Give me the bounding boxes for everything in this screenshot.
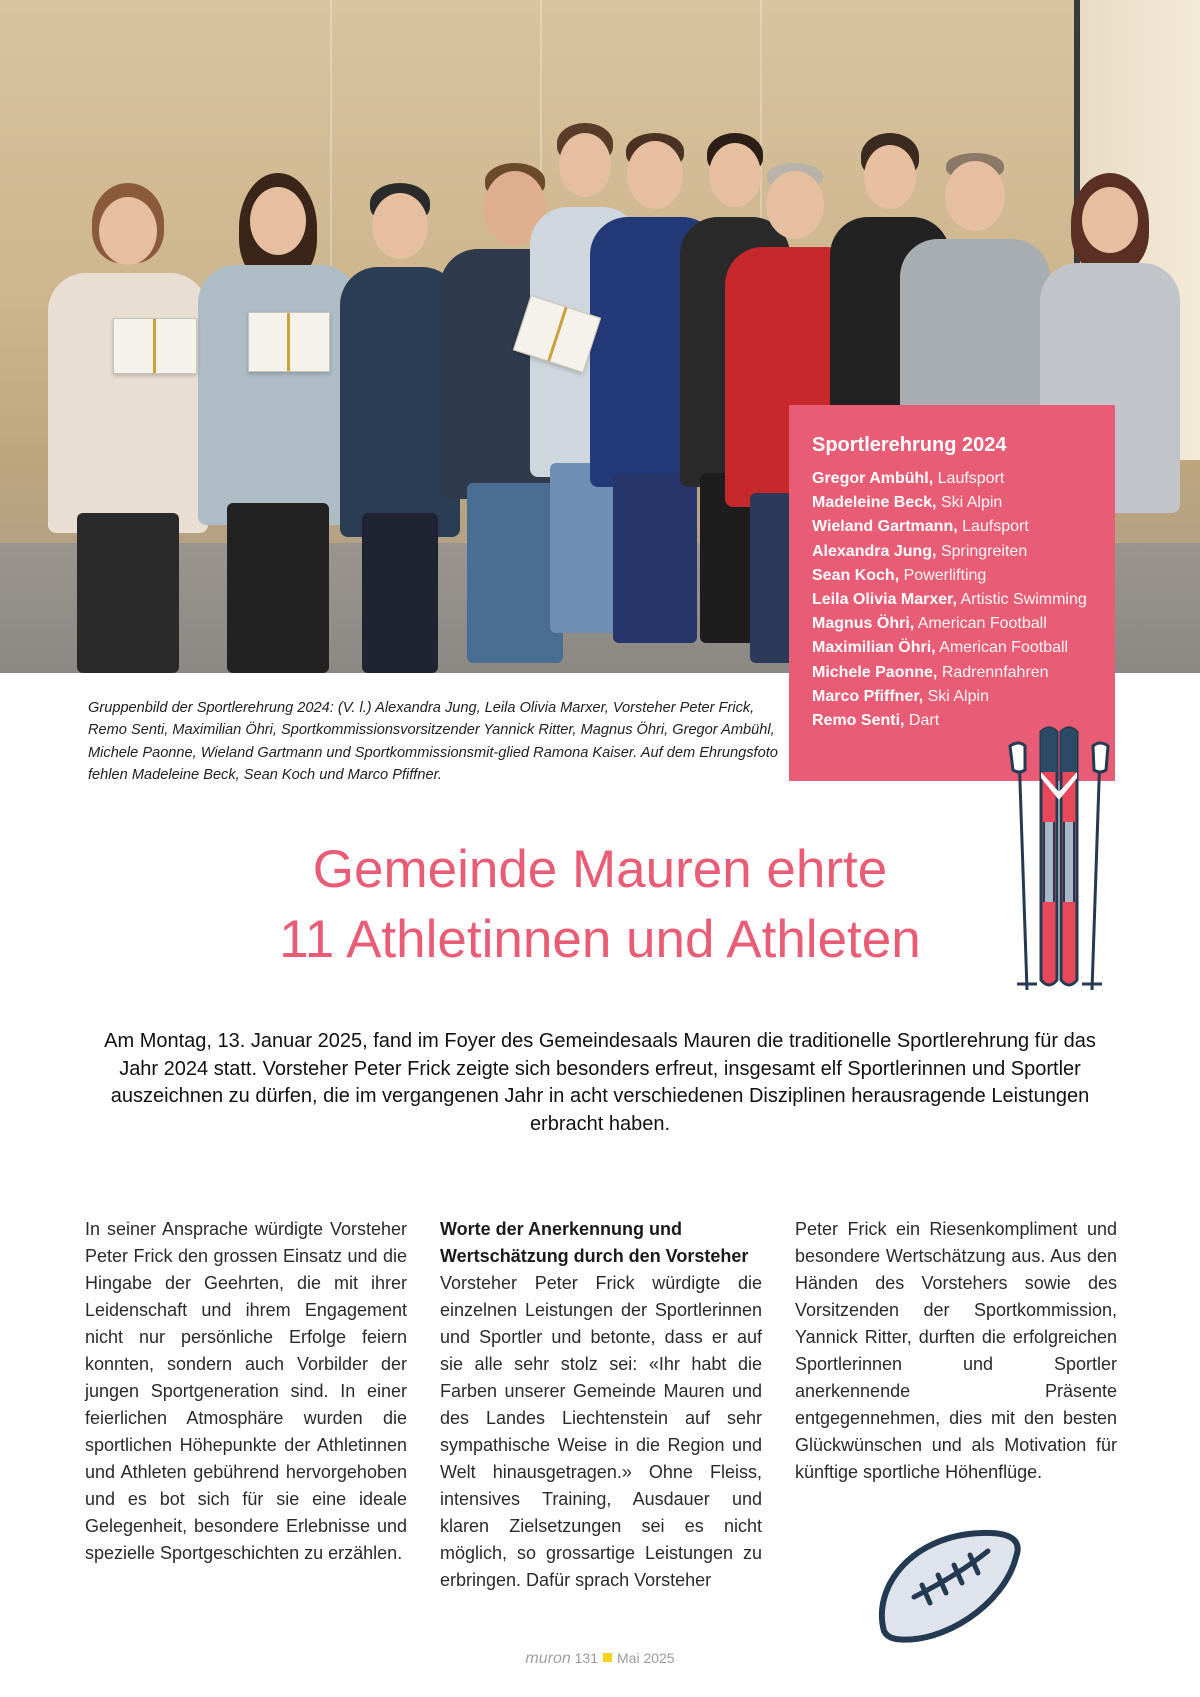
athlete-list xyxy=(812,467,1092,733)
athlete-list-title: Sportlerehrung 2024 xyxy=(812,434,1007,456)
list-item: Wieland Gartmann, Laufsport xyxy=(812,518,1029,536)
list-item: Madeleine Beck, Ski Alpin xyxy=(812,494,1003,512)
page-footer xyxy=(0,1650,1200,1668)
list-item: Magnus Öhri, American Football xyxy=(812,615,1047,633)
headline-line-2: 11 Athletinnen und Athleten xyxy=(279,910,921,969)
person xyxy=(198,173,358,603)
body-column-2 xyxy=(440,1216,762,1594)
issue-date: Mai 2025 xyxy=(617,1650,675,1666)
lead-paragraph: Am Montag, 13. Januar 2025, fand im Foyer des Gemeindesaals Mauren die traditionelle Sportlerehrung für das Jahr 2024 statt. Vorsteher Peter Frick zeigte sich besonders erfreut, insgesamt elf Sportlerinnen und Sportler auszeichnen zu dürfen, die im vergangenen Jahr in acht verschiedenen Disziplinen herausragende Leistungen erbracht haben. xyxy=(104,1030,1096,1135)
body-column-1: In seiner Ansprache würdigte Vorsteher Peter Frick den grossen Einsatz und die Hingabe der Geehrten, die mit ihrer Leidenschaft und ihrem Engagement nicht nur persönliche Erfolge feiern konnten, sondern auch Vorbilder der jungen Sportgeneration sind. In einer feierlichen Atmosphäre wurden die sportlichen Höhepunkte der Athletinnen und Athleten gebührend hervorgehoben und es bot sich für sie eine ideale Gelegenheit, besondere Erlebnisse und spezielle Sportgeschichten zu erzählen. xyxy=(85,1219,407,1563)
list-item: Remo Senti, Dart xyxy=(812,712,940,730)
square-marker-icon xyxy=(603,1653,612,1662)
section-subheading: Worte der Anerkennung und Wertschätzung durch den Vorsteher xyxy=(440,1219,749,1266)
body-column-2-text: Vorsteher Peter Frick würdigte die einzelnen Leistungen der Sportlerinnen und Sportler und betonte, dass er auf sie alle sehr stolz sei: «Ihr habt die Farben unserer Gemeinde Mauren und des Landes Liechtenstein auf sehr sympathische Weise in die Region und Welt hinausgetragen.» Ohne Fleiss, intensives Training, Ausdauer und klaren Zielsetzungen sei es nicht möglich, so grossartige Leistungen zu erbringen. Dafür sprach Vorsteher xyxy=(440,1273,762,1590)
list-item: Marco Pfiffner, Ski Alpin xyxy=(812,687,989,705)
list-item: Michele Paonne, Radrennfahren xyxy=(812,663,1049,681)
list-item: Maximilian Öhri, American Football xyxy=(812,639,1069,657)
body-column-3: Peter Frick ein Riesenkompliment und besondere Wertschätzung aus. Aus den Händen des Vorstehers sowie des Vorsitzenden der Sportkommission, Yannick Ritter, durften die erfolgreichen Sportlerinnen und Sportler anerkennende Präsente entgegennehmen, dies mit den besten Glückwünschen und als Motivation für künftige sportliche Höhenflüge. xyxy=(795,1219,1117,1482)
gift-box xyxy=(113,318,197,374)
list-item: Gregor Ambühl, Laufsport xyxy=(812,470,1005,487)
issue-number: 131 xyxy=(574,1650,598,1666)
list-item: Leila Olivia Marxer, Artistic Swimming xyxy=(812,591,1087,609)
magazine-brand: muron xyxy=(525,1650,571,1667)
photo-caption: Gruppenbild der Sportlerehrung 2024: (V. l.) Alexandra Jung, Leila Olivia Marxer, Vorsteher Peter Frick, Remo Senti, Maximilian Öhri, Sportkommissionsvorsitzender Yannick Ritter, Magnus Öhri, Gregor Ambühl, Michele Paonne, Wieland Gartmann und Sportkommissionsmit-glied Ramona Kaiser. Auf dem Ehrungsfoto fehlen Madeleine Beck, Sean Koch und Marco Pfiffner. xyxy=(88,699,778,784)
headline-line-1: Gemeinde Mauren ehrte xyxy=(312,840,888,899)
gift-box xyxy=(248,312,330,372)
list-item: Sean Koch, Powerlifting xyxy=(812,566,987,584)
headline xyxy=(0,835,1200,975)
list-item: Alexandra Jung, Springreiten xyxy=(812,542,1028,560)
american-football-icon xyxy=(872,1527,1022,1644)
person xyxy=(48,183,208,603)
